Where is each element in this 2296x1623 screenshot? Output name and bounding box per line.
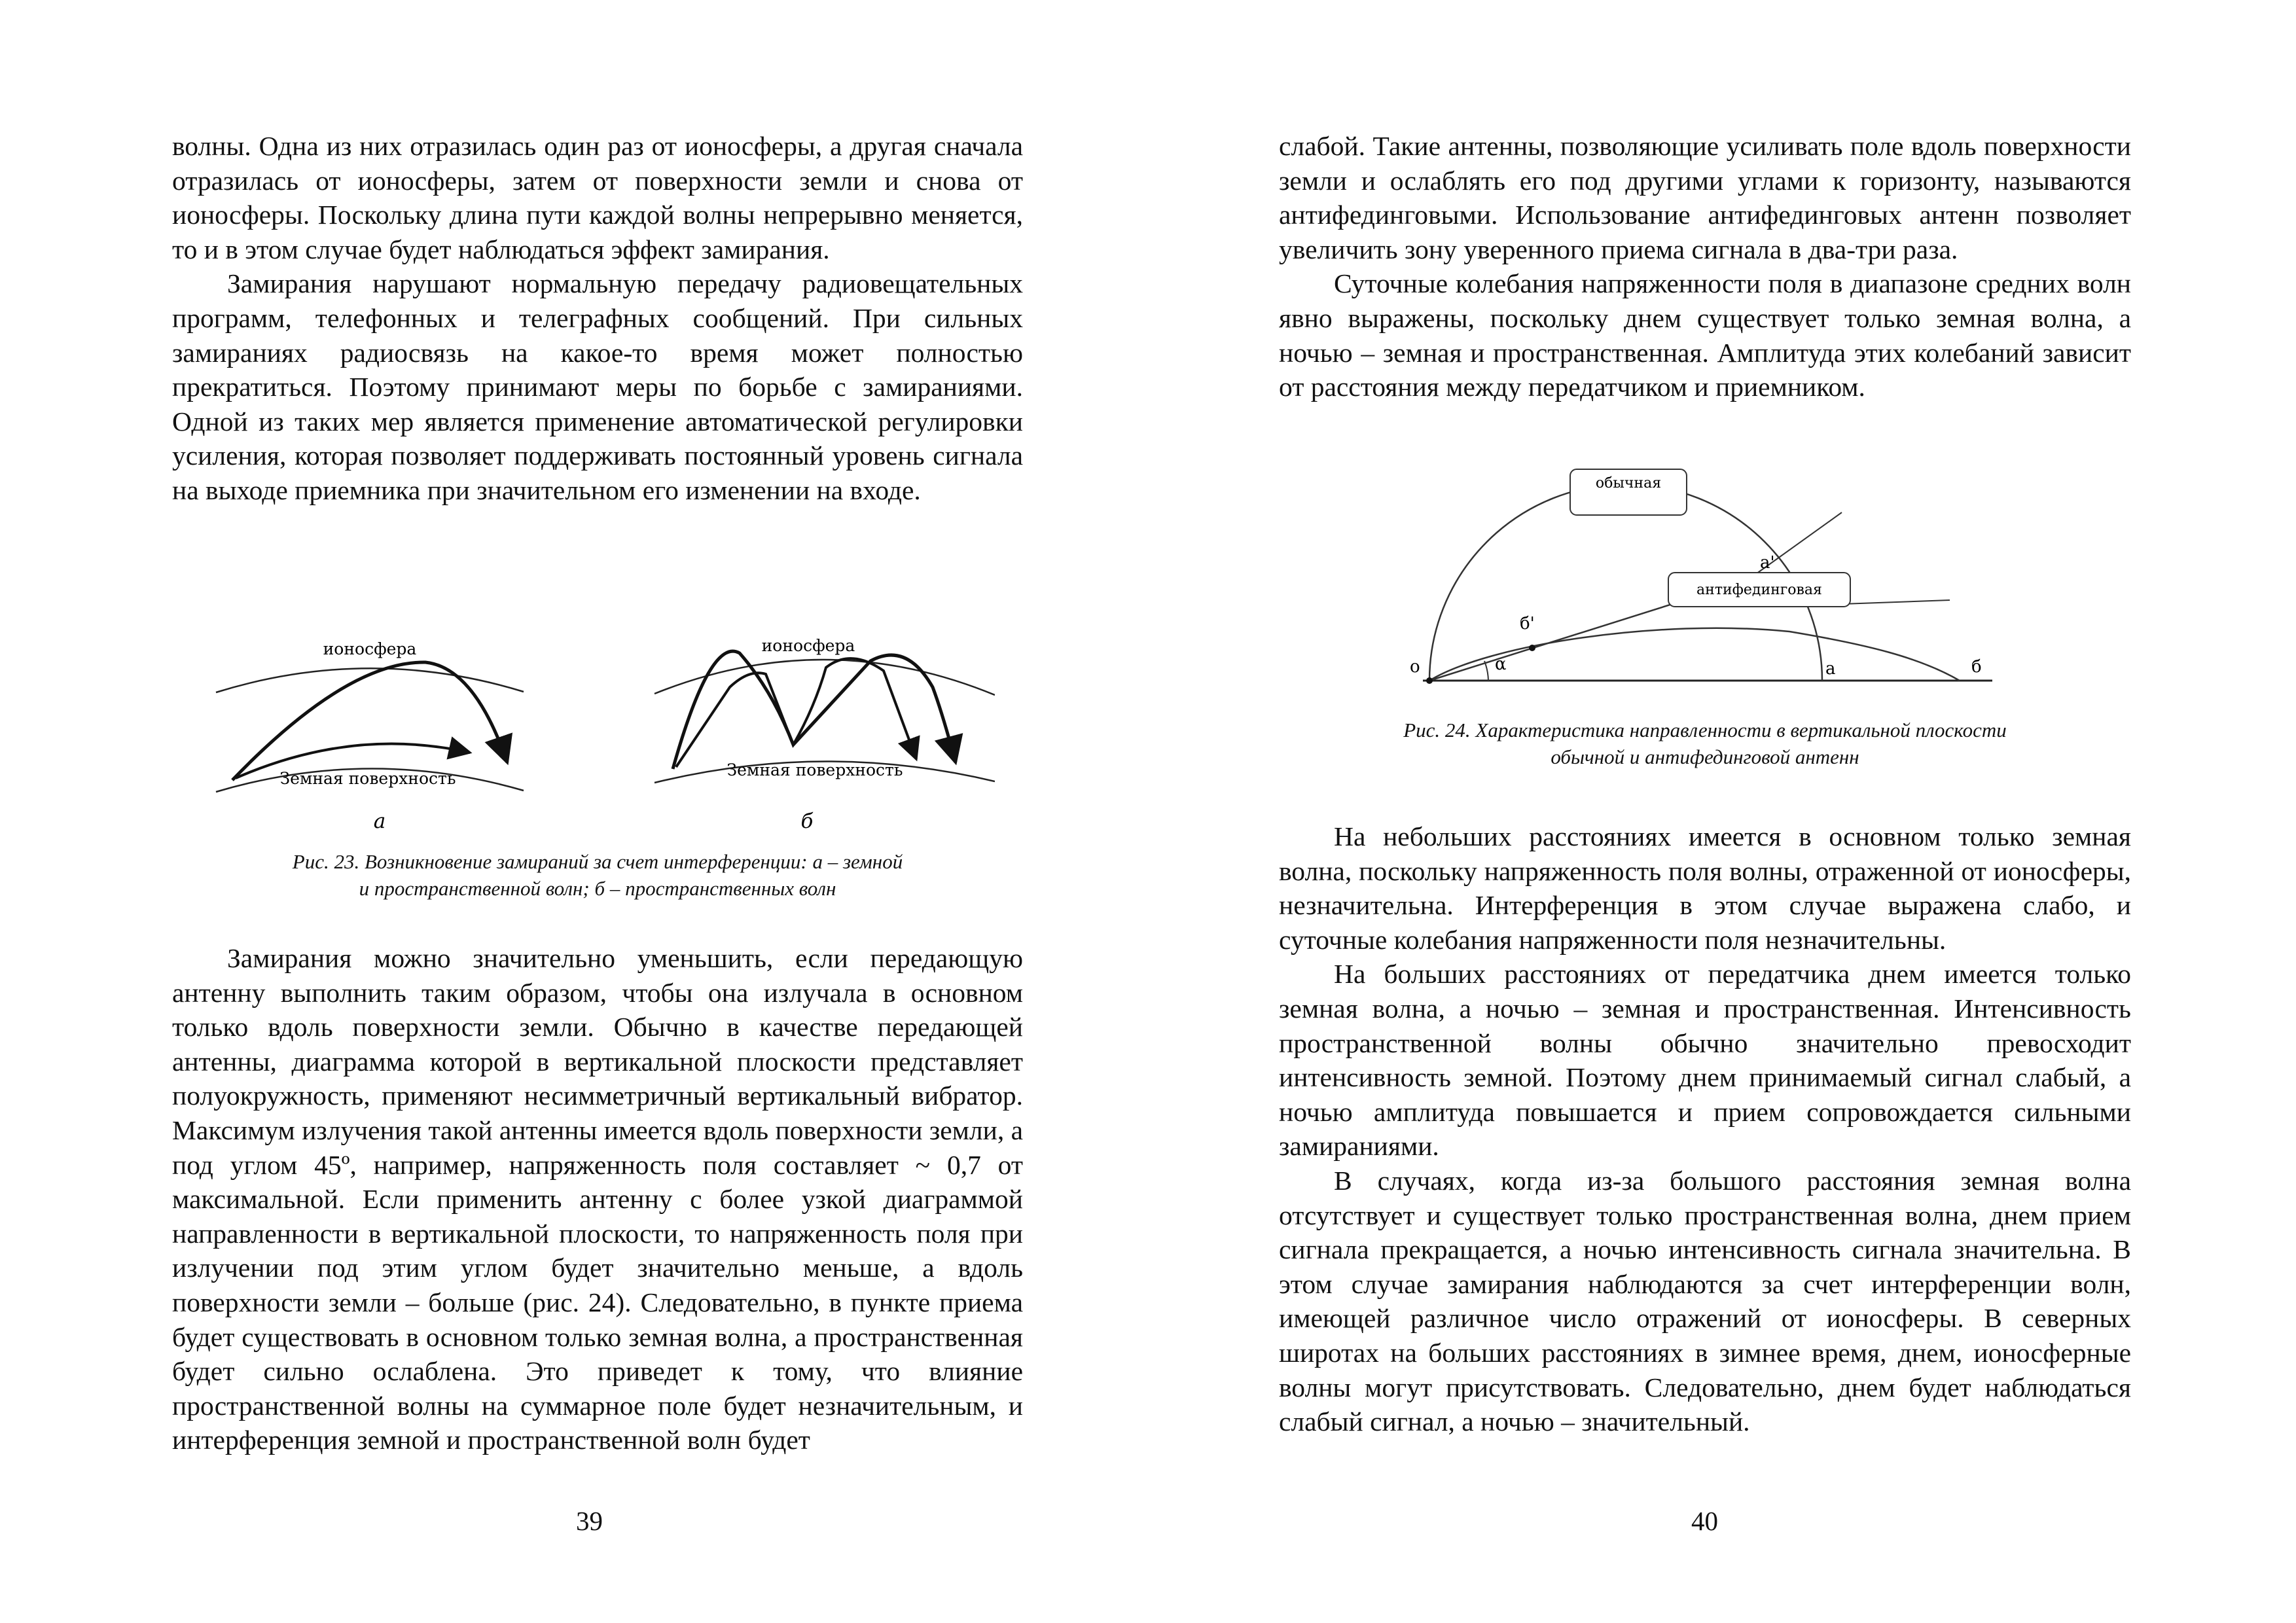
left-text-bottom [172, 941, 1023, 1457]
surface-label-b: Земная поверхность [726, 760, 903, 779]
right-paragraph-2: Суточные колебания напряженности поля в диапазоне средних волн явно выражены, поскольку днем существует только земная волна, а ночью – земная и пространственная. Амплитуда этих колебаний зависит от расстояния между передатчиком и приемником. [1279, 268, 2131, 402]
right-paragraph-4: На больших расстояниях от передатчика днем имеется только земная волна, а ночью – земная и пространственная. Интенсивность пространственной волны обычно значительно превосходит интенсивность земной. Поэтому днем принимаемый сигнал слабый, а ночью амплитуда повышается и прием сопровождается сильными замираниями. [1279, 959, 2131, 1162]
figure-24-caption [1279, 717, 2131, 770]
ionosphere-label-a: ионосфера [323, 639, 417, 658]
label-b: б [1971, 657, 1982, 677]
figure-23-caption [172, 848, 1023, 902]
right-text-bottom [1279, 819, 2131, 1439]
label-ordinary: обычная [1595, 475, 1662, 491]
angle-arc [1484, 661, 1488, 681]
figure-24-caption-line-2: обычной и антифединговой антенн [1551, 745, 1859, 768]
right-page [1148, 0, 2296, 1623]
label-b-prime: б' [1520, 614, 1535, 633]
point-b-prime-dot [1529, 645, 1535, 651]
figure-24 [1397, 461, 2025, 700]
figure-letter-b: б [800, 810, 814, 833]
page-number-right: 40 [1691, 1506, 1718, 1536]
label-o: о [1410, 657, 1420, 677]
left-paragraph-3: Замирания можно значительно уменьшить, если передающую антенну выполнить таким образом, чтобы она излучала в основном только вдоль поверхности земли. Обычно в качестве передающей антенны, диаграмма которой в вертикальной плоскости представляет полуокружность, применяют несимметричный вертикальный вибратор. Максимум излучения такой антенны имеется вдоль поверхности земли, а под углом 45º, например, напряженность поля составляет ~ 0,7 от максимальной. Если применить антенну с более узкой диаграммой направленности в вертикальной плоскости, то напряженность поля при излучении под этим углом будет значительно меньше, а вдоль поверхности земли – больше (рис. 24). Следовательно, в пункте приема будет существовать в основном только земная волна, а пространственная будет сильно ослаблена. Это приведет к тому, что влияние пространственной волны на суммарное поле будет незначительным, и интерференция земной и пространственной волн будет [172, 943, 1023, 1455]
figure-23-caption-line-2: и пространственной волн; б – пространственных волн [359, 877, 836, 900]
ionosphere-label-b: ионосфера [761, 636, 855, 655]
label-a: а [1825, 659, 1836, 679]
right-paragraph-3: На небольших расстояниях имеется в основном только земная волна, поскольку напряженность поля волны, отраженной от ионосферы, незначительна. Интерференция в этом случае выражена слабо, и суточные колебания напряженности поля незначительны. [1279, 821, 2131, 955]
left-paragraph-1: волны. Одна из них отразилась один раз от ионосферы, а другая сначала отразилась от ионосферы, затем от поверхности земли и снова от ионосферы. Поскольку длина пути каждой волны непрерывно меняется, то и в этом случае будет наблюдаться эффект замирания. [172, 131, 1023, 264]
label-a-prime: а' [1760, 553, 1775, 573]
antifading-pattern [1429, 628, 1960, 681]
label-alpha: α [1495, 654, 1507, 674]
figure-23-caption-line-1: Рис. 23. Возникновение замираний за счет интерференции: а – земной [292, 850, 903, 873]
figure-24-caption-line-1: Рис. 24. Характеристика направленности в вертикальной плоскости [1403, 719, 2007, 741]
figure-23b [655, 636, 995, 833]
page-number-left: 39 [576, 1506, 603, 1536]
right-paragraph-5: В случаях, когда из-за большого расстояния земная волна отсутствует и существует только пространственная волна, днем прием сигнала прекращается, а ночью интенсивность сигнала значительна. В этом случае замирания наблюдаются за счет интерференции волн, имеющей различное число отражений от ионосферы. В северных широтах на больших расстояниях в зимнее время, днем, ионосферные волны могут присутствовать. Следовательно, днем будет наблюдаться слабый сигнал, а ночью – значительный. [1279, 1165, 2131, 1437]
ionosphere-arc-a [216, 668, 524, 692]
surface-label-a: Земная поверхность [279, 769, 456, 788]
figure-23 [196, 628, 995, 838]
leader-line-antifading [1842, 600, 1950, 604]
right-paragraph-1: слабой. Такие антенны, позволяющие усиливать поле вдоль поверхности земли и ослаблять его под другими углами к горизонту, называются антифединговыми. Использование антифединговых антенн позволяет увеличить зону уверенного приема сигнала в два-три раза. [1279, 131, 2131, 264]
figure-letter-a: а [373, 810, 386, 833]
point-o-dot [1426, 677, 1433, 684]
left-text-top [172, 129, 1023, 508]
figure-23a [216, 639, 524, 833]
label-antifading: антифединговая [1696, 582, 1822, 598]
left-paragraph-2: Замирания нарушают нормальную передачу радиовещательных программ, телефонных и телеграфных сообщений. При сильных замираниях радиосвязь на какое-то время может полностью прекратиться. Поэтому принимают меры по борьбе с замираниями. Одной из таких мер является применение автоматической регулировки усиления, которая позволяет поддерживать постоянный уровень сигнала на выходе приемника при значительном его изменении на входе. [172, 268, 1023, 505]
right-text-top [1279, 129, 2131, 404]
